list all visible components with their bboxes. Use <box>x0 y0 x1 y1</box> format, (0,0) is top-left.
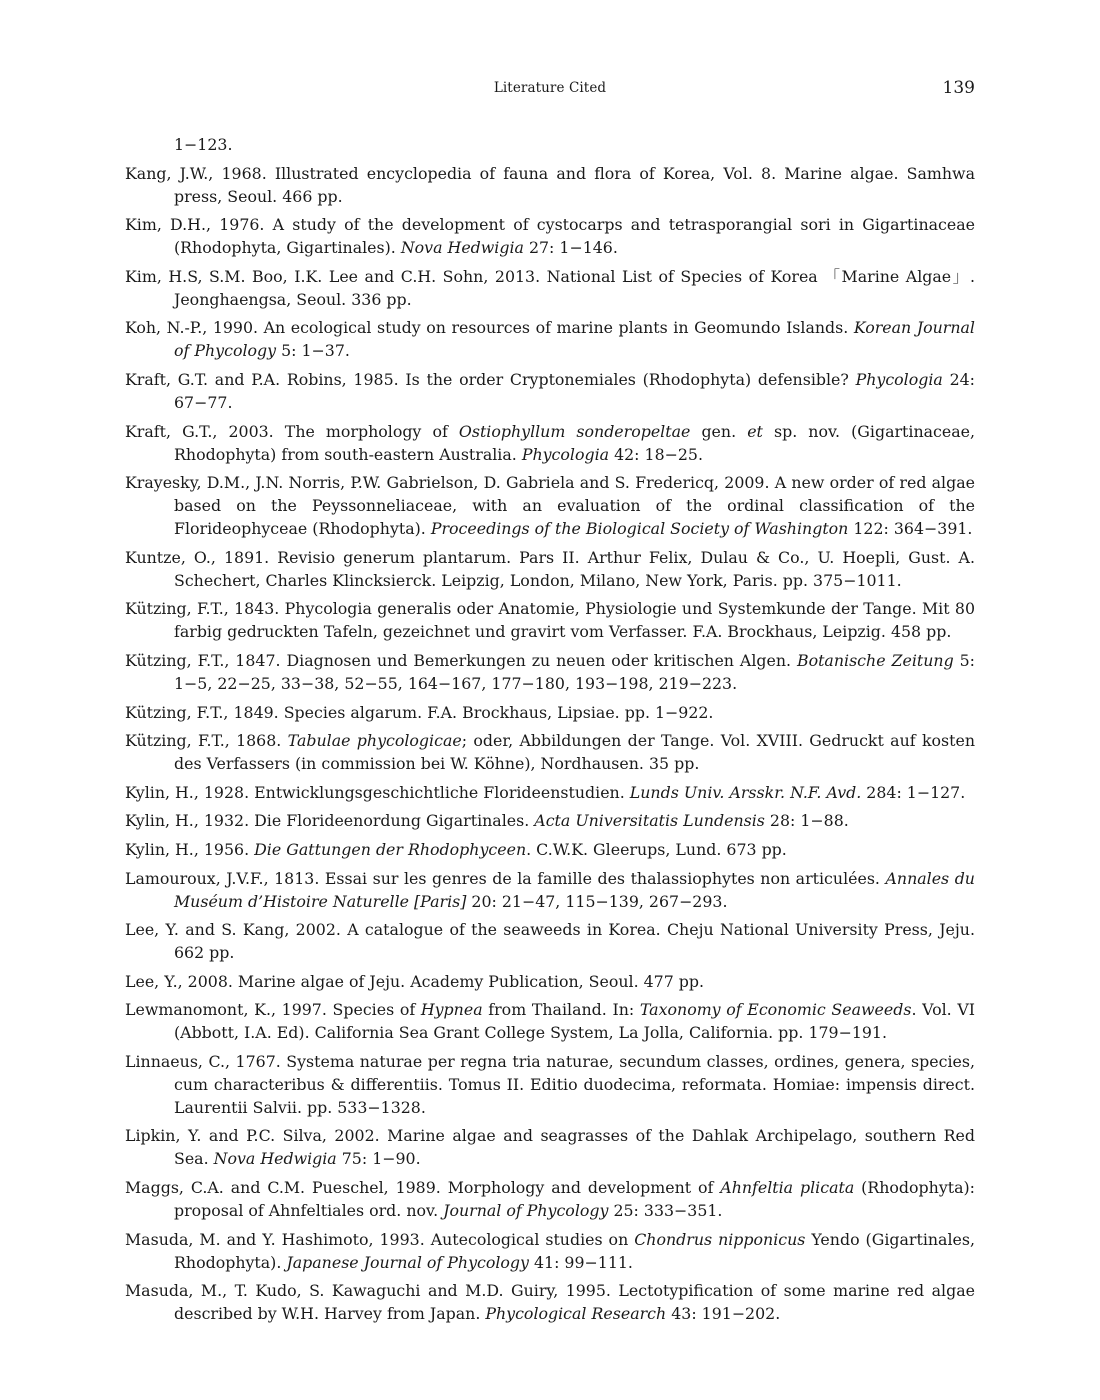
reference-entry <box>125 1050 975 1119</box>
reference-text: 1−123. <box>174 135 233 154</box>
reference-text: 284: 1−127. <box>861 782 966 802</box>
reference-entry <box>125 597 975 643</box>
reference-text: Kraft, G.T., 2003. The morphology of <box>125 421 459 441</box>
reference-text: Lipkin, Y. and P.C. Silva, 2002. Marine algae and seagrasses of the Dahlak Archipelago, southern Red Sea. <box>125 1126 975 1169</box>
reference-text: Kylin, H., 1928. Entwicklungsgeschichtliche Florideenstudien. <box>125 782 630 802</box>
reference-continuation <box>125 133 975 156</box>
reference-italic-text: Journal of Phycology <box>443 1201 609 1221</box>
reference-italic-text: Taxonomy of Economic Seaweeds <box>639 1000 912 1020</box>
reference-entry <box>125 1228 975 1274</box>
reference-entry <box>125 1124 975 1170</box>
reference-text: Masuda, M., T. Kudo, S. Kawaguchi and M.D. Guiry, 1995. Lectotypification of some marine red algae described by W.H. Harvey from Japan. <box>125 1281 975 1324</box>
reference-italic-text: Chondrus nipponicus <box>634 1229 806 1249</box>
reference-text: Kim, H.S, S.M. Boo, I.K. Lee and C.H. Sohn, 2013. National List of Species of Korea 「Marine Algae」. Jeonghaengsa, Seoul. 336 pp. <box>125 266 975 309</box>
reference-italic-text: Acta Universitatis Lundensis <box>534 811 765 831</box>
reference-italic-text: Ostiophyllum sonderopeltae <box>458 421 691 441</box>
reference-entry <box>125 546 975 592</box>
reference-text: . Vol. VI (Abbott, I.A. Ed). California Sea Grant College System, La Jolla, California. pp. 179−191. <box>174 1000 975 1043</box>
reference-text: Maggs, C.A. and C.M. Pueschel, 1989. Morphology and development of <box>125 1178 721 1198</box>
reference-text: Lamouroux, J.V.F., 1813. Essai sur les genres de la famille des thalassiophytes non articulées. <box>125 868 886 888</box>
reference-italic-text: Phycologia <box>855 369 943 389</box>
reference-text: 5: 1−37. <box>276 341 350 361</box>
reference-text: 42: 18−25. <box>609 444 703 464</box>
reference-entry <box>125 162 975 208</box>
reference-entry <box>125 838 975 861</box>
page-number: 139 <box>942 78 975 98</box>
reference-entry <box>125 809 975 832</box>
reference-entry <box>125 1176 975 1222</box>
reference-text: Kang, J.W., 1968. Illustrated encyclopedia of fauna and flora of Korea, Vol. 8. Marine algae. Samhwa press, Seoul. 466 pp. <box>125 163 975 206</box>
reference-italic-text: Annales du Muséum d’Histoire Naturelle [Paris] <box>174 868 975 911</box>
reference-text: Lewmanomont, K., 1997. Species of <box>125 1000 421 1020</box>
reference-italic-text: Die Gattungen der Rhodophyceen <box>254 839 527 859</box>
reference-italic-text: Phycological Research <box>485 1304 667 1324</box>
reference-text: Kuntze, O., 1891. Revisio generum plantarum. Pars II. Arthur Felix, Dulau & Co., U. Hoepli, Gust. A. Schechert, Charles Klincksierck. Leipzig, London, Milano, New York, Paris. pp. 375−1011. <box>125 547 975 590</box>
reference-text: Kützing, F.T., 1843. Phycologia generalis oder Anatomie, Physiologie und Systemkunde der Tange. Mit 80 farbig gedruckten Tafeln, gezeichnet und gravirt vom Verfasser. F.A. Brockhaus, Leipzig. 458 pp. <box>125 599 975 642</box>
reference-italic-text: et <box>747 421 763 441</box>
reference-italic-text: Ahnfeltia plicata <box>720 1178 855 1198</box>
reference-text: Kraft, G.T. and P.A. Robins, 1985. Is the order Cryptonemiales (Rhodophyta) defensible? <box>125 369 856 389</box>
reference-text: from Thailand. In: <box>482 1000 640 1020</box>
reference-italic-text: Japanese Journal of Phycology <box>286 1252 529 1272</box>
reference-text: Linnaeus, C., 1767. Systema naturae per regna tria naturae, secundum classes, ordines, genera, species, cum characteribus & differentiis. Tomus II. Editio duodecima, reformata. Homiae: impensis direct. Laurentii Salvii. pp. 533−1328. <box>125 1051 975 1117</box>
reference-entry <box>125 701 975 724</box>
reference-text: ; oder, Abbildungen der Tange. Vol. XVIII. Gedruckt auf kosten des Verfassers (in commission bei W. Köhne), Nordhausen. 35 pp. <box>174 731 976 774</box>
reference-text: 122: 364−391. <box>848 519 973 539</box>
reference-italic-text: Korean Journal of Phycology <box>174 318 975 361</box>
reference-italic-text: Lunds Univ. Arsskr. N.F. Avd. <box>629 782 862 802</box>
reference-italic-text: Nova Hedwigia <box>213 1149 337 1169</box>
reference-text: 20: 21−47, 115−139, 267−293. <box>466 891 728 911</box>
reference-entry <box>125 265 975 311</box>
reference-italic-text: Tabulae phycologicae <box>287 731 462 751</box>
reference-entry <box>125 649 975 695</box>
reference-text: Kylin, H., 1932. Die Florideenordung Gigartinales. <box>125 811 535 831</box>
reference-text: 75: 1−90. <box>336 1149 421 1169</box>
reference-italic-text: Nova Hedwigia <box>400 238 524 258</box>
reference-text: gen. <box>690 421 748 441</box>
reference-entry <box>125 368 975 414</box>
reference-italic-text: Proceedings of the Biological Society of Washington <box>430 519 849 539</box>
reference-text: Lee, Y., 2008. Marine algae of Jeju. Academy Publication, Seoul. 477 pp. <box>125 971 705 991</box>
reference-text: 28: 1−88. <box>764 811 849 831</box>
reference-text: 27: 1−146. <box>523 238 618 258</box>
reference-text: Kylin, H., 1956. <box>125 839 255 859</box>
page-header <box>0 78 1100 108</box>
reference-text: . C.W.K. Gleerups, Lund. 673 pp. <box>526 839 787 859</box>
reference-entry <box>125 420 975 466</box>
reference-entry <box>125 998 975 1044</box>
reference-italic-text: Phycologia <box>521 444 610 464</box>
reference-entry <box>125 316 975 362</box>
reference-text: Lee, Y. and S. Kang, 2002. A catalogue of the seaweeds in Korea. Cheju National University Press, Jeju. 662 pp. <box>125 920 975 963</box>
reference-italic-text: Botanische Zeitung <box>796 650 954 670</box>
reference-text: 41: 99−111. <box>528 1252 633 1272</box>
reference-text: Krayesky, D.M., J.N. Norris, P.W. Gabrielson, D. Gabriela and S. Fredericq, 2009. A new order of red algae based on the Peyssonneliaceae, with an evaluation of the ordinal classification of the Florideophyceae (Rhodophyta). <box>125 473 975 539</box>
reference-entry <box>125 1279 975 1325</box>
reference-text: Kim, D.H., 1976. A study of the development of cystocarps and tetrasporangial sori in Gigartinaceae (Rhodophyta, Gigartinales). <box>125 215 975 258</box>
reference-entry <box>125 918 975 964</box>
running-head: Literature Cited <box>493 80 607 96</box>
reference-entry <box>125 213 975 259</box>
reference-text: Kützing, F.T., 1849. Species algarum. F.A. Brockhaus, Lipsiae. pp. 1−922. <box>125 702 714 722</box>
reference-text: Koh, N.-P., 1990. An ecological study on resources of marine plants in Geomundo Islands. <box>125 318 854 338</box>
reference-text: 43: 191−202. <box>666 1304 781 1324</box>
reference-list <box>125 133 975 1331</box>
reference-entry <box>125 729 975 775</box>
reference-text: sp. nov. (Gigartinaceae, Rhodophyta) from south-eastern Australia. <box>174 421 976 464</box>
reference-text: Kützing, F.T., 1868. <box>125 731 288 751</box>
reference-entry <box>125 867 975 913</box>
reference-text: Kützing, F.T., 1847. Diagnosen und Bemerkungen zu neuen oder kritischen Algen. <box>125 650 797 670</box>
reference-text: Yendo (Gigartinales, Rhodophyta). <box>174 1229 975 1272</box>
reference-text: (Rhodophyta): proposal of Ahnfeltiales ord. nov. <box>174 1178 975 1221</box>
reference-text: 24: 67−77. <box>174 369 975 412</box>
reference-text: 25: 333−351. <box>608 1201 723 1221</box>
reference-entry <box>125 970 975 993</box>
reference-text: 5: 1−5, 22−25, 33−38, 52−55, 164−167, 177−180, 193−198, 219−223. <box>174 650 975 693</box>
reference-entry <box>125 471 975 540</box>
reference-entry <box>125 781 975 804</box>
reference-italic-text: Hypnea <box>420 1000 483 1020</box>
reference-text: Masuda, M. and Y. Hashimoto, 1993. Autecological studies on <box>125 1229 635 1249</box>
